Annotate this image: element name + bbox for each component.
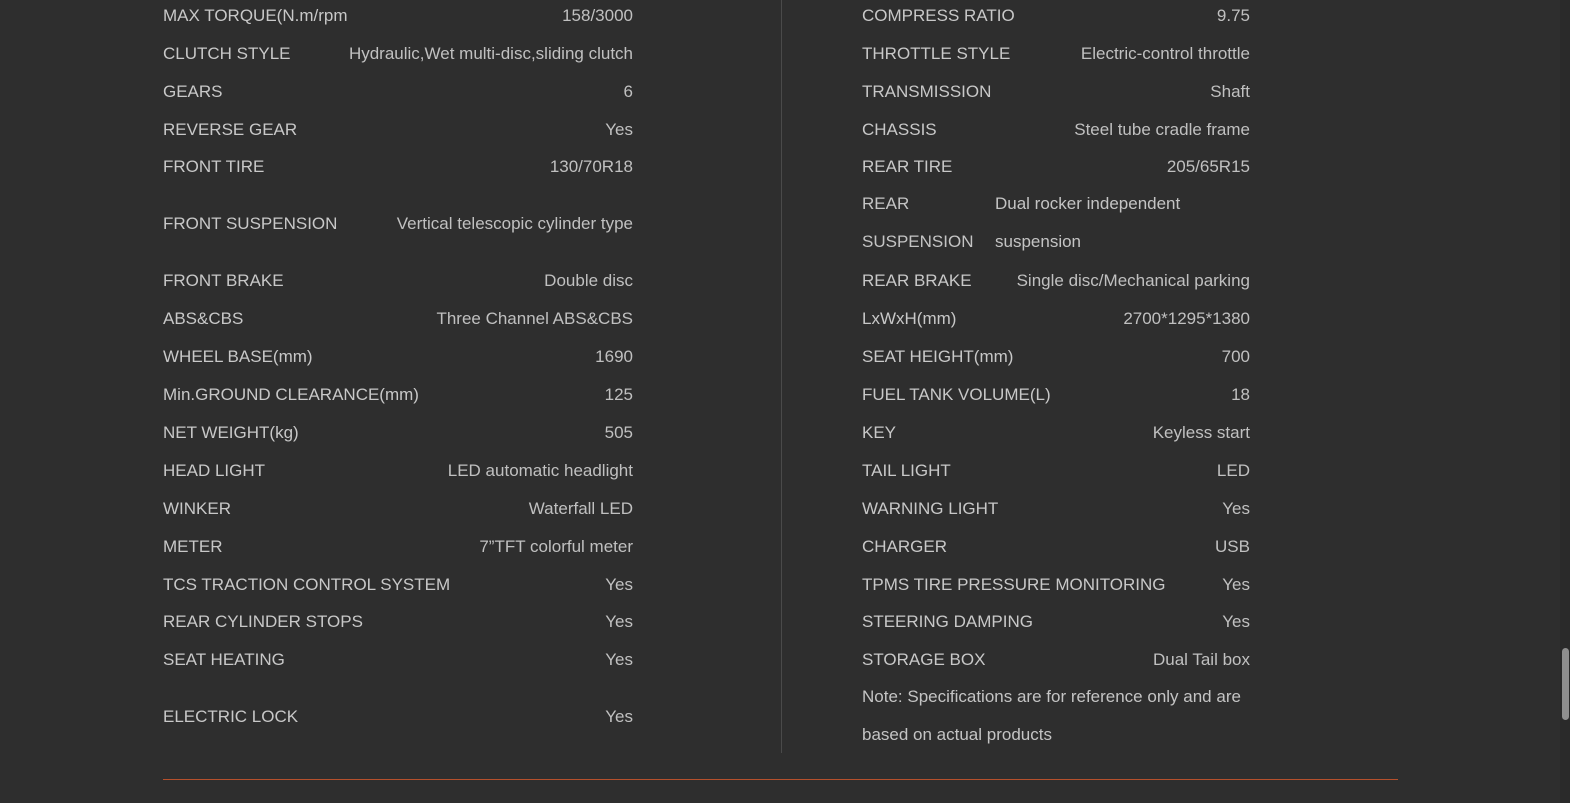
spec-label: CHARGER bbox=[862, 537, 948, 556]
spec-label: ELECTRIC LOCK bbox=[163, 707, 299, 726]
spec-row bbox=[163, 81, 633, 103]
spec-value: 700 bbox=[1221, 347, 1250, 366]
spec-row bbox=[163, 270, 633, 292]
spec-label: FRONT SUSPENSION bbox=[163, 214, 338, 233]
scrollbar[interactable] bbox=[1560, 0, 1570, 803]
spec-label: SEAT HEATING bbox=[163, 650, 285, 669]
spec-label: METER bbox=[163, 537, 223, 556]
spec-value: 7”TFT colorful meter bbox=[479, 537, 633, 556]
spec-label: CHASSIS bbox=[862, 120, 937, 139]
spec-label: FUEL TANK VOLUME(L) bbox=[862, 385, 1051, 404]
spec-label: FRONT TIRE bbox=[163, 157, 265, 176]
spec-row bbox=[163, 213, 633, 235]
spec-value: Yes bbox=[1222, 499, 1250, 518]
spec-row bbox=[862, 270, 1250, 292]
spec-value: Single disc/Mechanical parking bbox=[1016, 271, 1250, 290]
spec-row bbox=[862, 119, 1250, 141]
spec-label: MAX TORQUE(N.m/rpm bbox=[163, 6, 348, 25]
spec-label: TAIL LIGHT bbox=[862, 461, 951, 480]
spec-label: REAR TIRE bbox=[862, 157, 953, 176]
spec-value: Yes bbox=[605, 120, 633, 139]
spec-value: LED bbox=[1216, 461, 1250, 480]
spec-row bbox=[163, 460, 633, 482]
spec-value: Three Channel ABS&CBS bbox=[436, 309, 633, 328]
spec-value: Yes bbox=[1222, 575, 1250, 594]
spec-label: COMPRESS RATIO bbox=[862, 6, 1015, 25]
spec-row bbox=[862, 346, 1250, 368]
spec-row bbox=[163, 346, 633, 368]
spec-value: 9.75 bbox=[1216, 6, 1250, 25]
spec-value: LED automatic headlight bbox=[447, 461, 633, 480]
spec-value: Vertical telescopic cylinder type bbox=[396, 214, 633, 233]
spec-row bbox=[862, 649, 1250, 671]
spec-label: REAR bbox=[862, 194, 910, 213]
spec-label: ABS&CBS bbox=[163, 309, 244, 328]
spec-value: USB bbox=[1215, 537, 1250, 556]
spec-value: 2700*1295*1380 bbox=[1123, 309, 1250, 328]
spec-label: NET WEIGHT(kg) bbox=[163, 423, 299, 442]
spec-row bbox=[163, 119, 633, 141]
spec-row bbox=[862, 81, 1250, 103]
spec-value: 130/70R18 bbox=[549, 157, 633, 176]
spec-row bbox=[862, 308, 1250, 330]
spec-label: STORAGE BOX bbox=[862, 650, 986, 669]
spec-label: SUSPENSION bbox=[862, 232, 974, 251]
spec-row bbox=[862, 460, 1250, 482]
spec-value: 505 bbox=[604, 423, 633, 442]
spec-value: Yes bbox=[605, 612, 633, 631]
spec-value: Keyless start bbox=[1152, 423, 1250, 442]
spec-value: Waterfall LED bbox=[528, 499, 633, 518]
spec-row bbox=[862, 536, 1250, 558]
spec-value: 18 bbox=[1231, 385, 1250, 404]
spec-label: WHEEL BASE(mm) bbox=[163, 347, 313, 366]
spec-label: WARNING LIGHT bbox=[862, 499, 999, 518]
spec-row bbox=[862, 611, 1250, 633]
spec-row bbox=[163, 611, 633, 633]
spec-value: Yes bbox=[1222, 612, 1250, 631]
spec-label: TCS TRACTION CONTROL SYSTEM bbox=[163, 575, 451, 594]
spec-label: KEY bbox=[862, 423, 897, 442]
spec-value: 205/65R15 bbox=[1166, 157, 1250, 176]
spec-label: TRANSMISSION bbox=[862, 82, 992, 101]
spec-value: 158/3000 bbox=[562, 6, 633, 25]
spec-label: SEAT HEIGHT(mm) bbox=[862, 347, 1014, 366]
spec-row bbox=[862, 156, 1250, 178]
spec-value: Yes bbox=[605, 575, 633, 594]
spec-row bbox=[862, 574, 1250, 596]
scrollbar-thumb[interactable] bbox=[1562, 648, 1569, 720]
spec-value: 125 bbox=[604, 385, 633, 404]
spec-value: Shaft bbox=[1210, 82, 1250, 101]
column-divider bbox=[781, 0, 782, 753]
spec-label: LxWxH(mm) bbox=[862, 309, 957, 328]
spec-row bbox=[163, 536, 633, 558]
spec-value: Steel tube cradle frame bbox=[1074, 120, 1250, 139]
spec-value: 1690 bbox=[595, 347, 633, 366]
spec-row bbox=[163, 498, 633, 520]
spec-value: Hydraulic,Wet multi-disc,sliding clutch bbox=[348, 44, 633, 63]
spec-row bbox=[862, 43, 1250, 65]
spec-label: FRONT BRAKE bbox=[163, 271, 284, 290]
spec-value: Yes bbox=[605, 707, 633, 726]
spec-value: Dual Tail box bbox=[1152, 650, 1250, 669]
spec-label: THROTTLE STYLE bbox=[862, 44, 1011, 63]
spec-row bbox=[862, 422, 1250, 444]
spec-note: Note: Specifications are for reference only and are based on actual products bbox=[862, 687, 1241, 744]
spec-label: WINKER bbox=[163, 499, 231, 518]
spec-label: GEARS bbox=[163, 82, 223, 101]
section-divider bbox=[163, 779, 1398, 780]
spec-label: HEAD LIGHT bbox=[163, 461, 266, 480]
spec-label: REVERSE GEAR bbox=[163, 120, 298, 139]
spec-row bbox=[163, 308, 633, 330]
spec-row bbox=[862, 498, 1250, 520]
spec-label: CLUTCH STYLE bbox=[163, 44, 291, 63]
spec-label: TPMS TIRE PRESSURE MONITORING bbox=[862, 575, 1166, 594]
spec-row bbox=[163, 706, 633, 728]
spec-label: STEERING DAMPING bbox=[862, 612, 1033, 631]
spec-row bbox=[862, 384, 1250, 406]
spec-row bbox=[163, 422, 633, 444]
spec-label: REAR BRAKE bbox=[862, 271, 972, 290]
spec-value: 6 bbox=[623, 82, 633, 101]
spec-value: Dual rocker independent bbox=[995, 194, 1181, 213]
spec-row bbox=[163, 384, 633, 406]
spec-row bbox=[163, 649, 633, 671]
spec-row bbox=[163, 156, 633, 178]
spec-row bbox=[163, 5, 633, 27]
spec-row bbox=[862, 5, 1250, 27]
spec-row bbox=[163, 574, 633, 596]
spec-value: Electric-control throttle bbox=[1080, 44, 1250, 63]
spec-value: Double disc bbox=[544, 271, 633, 290]
spec-label: REAR CYLINDER STOPS bbox=[163, 612, 363, 631]
spec-label: Min.GROUND CLEARANCE(mm) bbox=[163, 385, 419, 404]
spec-value: suspension bbox=[995, 232, 1082, 251]
spec-value: Yes bbox=[605, 650, 633, 669]
spec-row bbox=[163, 43, 633, 65]
